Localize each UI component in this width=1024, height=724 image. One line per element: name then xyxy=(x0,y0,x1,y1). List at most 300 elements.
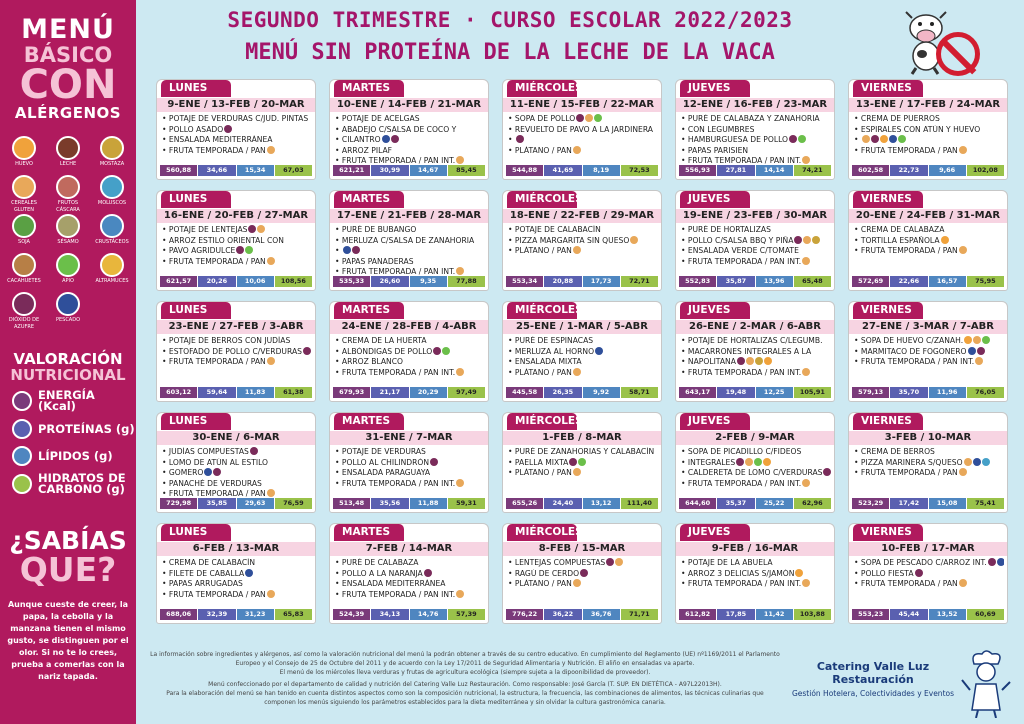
nutrition-bar xyxy=(506,276,658,287)
nutrition-protein-value: 36,22 xyxy=(544,609,581,620)
gluten-allergen-icon xyxy=(802,368,810,376)
dish-name: PAPAS ARRUGADAS xyxy=(168,579,243,588)
dish-name: FRUTA TEMPORADA / PAN xyxy=(860,468,958,477)
dish-item xyxy=(335,368,485,379)
nutrient-label: ENERGÍA (Kcal) xyxy=(38,388,95,413)
sulfito-allergen-icon xyxy=(213,468,221,476)
pescado-allergen-icon xyxy=(204,468,212,476)
nutrition-lipids-value: 36,76 xyxy=(583,609,620,620)
dish-name: PLÁTANO / PAN xyxy=(514,367,572,377)
dish-name: POTAJE DE LA ABUELA xyxy=(687,558,773,567)
nutrition-energy-value: 603,12 xyxy=(160,387,197,398)
day-tab: VIERNES xyxy=(853,302,923,319)
dish-item xyxy=(508,368,658,379)
day-card xyxy=(502,412,662,513)
soy-icon xyxy=(12,214,36,238)
dish-name: FRUTA TEMPORADA / PAN INT. xyxy=(687,156,802,165)
apio-allergen-icon xyxy=(898,135,906,143)
dish-list xyxy=(676,334,834,378)
nutrition-energy-value: 729,98 xyxy=(160,498,197,509)
sulfito-allergen-icon xyxy=(789,135,797,143)
apio-allergen-icon xyxy=(578,458,586,466)
dish-name: NAPOLITANA xyxy=(687,357,736,366)
dish-name: CREMA DE CALABAZA xyxy=(860,225,945,234)
sulfito-allergen-icon xyxy=(303,347,311,355)
dish-item xyxy=(162,125,312,136)
dish-name: POTAJE DE VERDURAS C/JUD. PINTAS xyxy=(168,114,309,123)
dish-name: ENSALADA MEDITERRÁNEA xyxy=(341,579,446,588)
sulfito-allergen-icon xyxy=(236,246,244,254)
dish-name: PURÉ DE BUBANGO xyxy=(341,225,417,234)
dish-name: HAMBURGUESA DE POLLO xyxy=(687,135,789,144)
date-band: 9-ENE / 13-FEB / 20-MAR xyxy=(157,98,315,112)
allergen-label: SOJA xyxy=(18,239,30,245)
day-card xyxy=(848,190,1008,291)
dish-item xyxy=(335,257,485,268)
nutrition-energy-value: 688,06 xyxy=(160,609,197,620)
nutrition-lipids-value: 9,92 xyxy=(583,387,620,398)
dish-name: PURÉ DE ZANAHORIAS Y CALABACÍN xyxy=(514,447,655,456)
dish-name: PAPAS PANADERAS xyxy=(341,256,414,266)
pescado-allergen-icon xyxy=(997,558,1004,566)
dish-item xyxy=(335,225,485,236)
day-tab: JUEVES xyxy=(680,413,750,430)
day-tab: MARTES xyxy=(334,413,404,430)
dish-item xyxy=(508,135,658,146)
allergen-label: CACAHUETES xyxy=(7,278,41,284)
dish-name: FRUTA TEMPORADA / PAN xyxy=(168,256,266,266)
nutrition-energy-value: 524,39 xyxy=(333,609,370,620)
gluten-allergen-icon xyxy=(267,357,275,365)
nutrition-lipids-value: 13,12 xyxy=(583,498,620,509)
nutrition-bar xyxy=(506,498,658,509)
dish-item xyxy=(335,468,485,479)
dish-item xyxy=(335,579,485,590)
dish-name: PURÉ DE CALABAZA xyxy=(341,558,419,567)
nutrition-protein-value: 20,26 xyxy=(198,276,235,287)
gluten-allergen-icon xyxy=(456,479,464,487)
gluten-allergen-icon xyxy=(802,579,810,587)
dish-list xyxy=(330,445,488,489)
dish-item xyxy=(854,336,1004,347)
day-tab: VIERNES xyxy=(853,191,923,208)
date-band: 16-ENE / 20-FEB / 27-MAR xyxy=(157,209,315,223)
dish-list xyxy=(330,556,488,600)
date-band: 25-ENE / 1-MAR / 5-ABR xyxy=(503,320,661,334)
dish-name: CILANTRO xyxy=(341,135,381,144)
nutrient-color-dot xyxy=(12,391,32,411)
gluten-allergen-icon xyxy=(745,458,753,466)
allergen-label: DIÓXIDO DE AZUFRE xyxy=(8,317,40,330)
day-card xyxy=(329,190,489,291)
huevo-allergen-icon xyxy=(941,236,949,244)
dish-item xyxy=(681,236,831,247)
dish-item xyxy=(162,357,312,368)
day-tab: VIERNES xyxy=(853,80,923,97)
dish-name: POLLO AL CHILINDRÓN xyxy=(341,457,430,467)
nutrition-bar xyxy=(160,609,312,620)
milk-icon xyxy=(56,136,80,160)
dish-name: REVUELTO DE PAVO A LA JARDINERA xyxy=(514,124,653,134)
nutrition-lipids-value: 12,25 xyxy=(756,387,793,398)
dish-list xyxy=(157,112,315,156)
nutrition-protein-value: 35,85 xyxy=(198,498,235,509)
dish-item xyxy=(508,225,658,236)
dish-name: FRUTA TEMPORADA / PAN xyxy=(860,246,958,255)
nutrition-carbs-value: 75,95 xyxy=(967,276,1004,287)
nutrition-carbs-value: 77,88 xyxy=(448,276,485,287)
nutrition-lipids-value: 15,34 xyxy=(237,165,274,176)
dish-name: PLÁTANO / PAN xyxy=(514,468,572,477)
dish-item xyxy=(508,458,658,469)
nutrition-protein-value: 20,88 xyxy=(544,276,581,287)
dish-list xyxy=(676,556,834,590)
day-card xyxy=(848,412,1008,513)
day-tab: MIÉRCOLES xyxy=(507,191,577,208)
celery-icon xyxy=(56,253,80,277)
dish-name: PAPAS PARISIEN xyxy=(687,145,749,155)
day-tab: JUEVES xyxy=(680,80,750,97)
dish-item xyxy=(335,458,485,469)
nutrition-protein-value: 35,56 xyxy=(371,498,408,509)
nutrition-bar xyxy=(679,387,831,398)
dish-item xyxy=(854,357,1004,368)
footer-note-1: La información sobre ingredientes y alérgenos, así como la valoración nutricional del menú la podrán obtener a través de su centro educativo. En cumplimiento del Reglamento (UE) nº1169/2011 el Parlamento Europeo y el Consejo de 25 de Octubre del 2011 y de acuerdo con la Ley 17/2011 de Seguridad Alimentaria y Nutrición. El aliño en ensaladas va aparte. xyxy=(150,651,780,667)
date-band: 10-ENE / 14-FEB / 21-MAR xyxy=(330,98,488,112)
allergen-label: APIO xyxy=(62,278,74,284)
dish-item xyxy=(162,590,312,601)
gluten-allergen-icon xyxy=(973,336,981,344)
date-band: 24-ENE / 28-FEB / 4-ABR xyxy=(330,320,488,334)
day-card xyxy=(848,301,1008,402)
gluten-allergen-icon xyxy=(573,579,581,587)
gluten-allergen-icon xyxy=(257,225,265,233)
dish-item xyxy=(335,146,485,157)
day-tab: LUNES xyxy=(161,524,231,541)
nutrition-lipids-value: 14,14 xyxy=(756,165,793,176)
dish-item xyxy=(681,135,831,146)
gluten-allergen-icon xyxy=(959,246,967,254)
dish-item xyxy=(508,246,658,257)
dish-item xyxy=(508,468,658,479)
nutrition-bar xyxy=(506,165,658,176)
crab-icon xyxy=(100,214,124,238)
page-title: SEGUNDO TRIMESTRE · CURSO ESCOLAR 2022/2023 xyxy=(227,8,793,32)
fun-fact-text: Aunque cueste de creer, la papa, la cebolla y la manzana tienen el mismo gusto, se distinguen por el olor. Si no te lo crees, prueba a comerlas con la nariz tapada. xyxy=(7,600,129,681)
nutrition-bar xyxy=(852,276,1004,287)
lupin-icon xyxy=(100,253,124,277)
date-band: 23-ENE / 27-FEB / 3-ABR xyxy=(157,320,315,334)
day-tab: JUEVES xyxy=(680,191,750,208)
gluten-allergen-icon xyxy=(959,579,967,587)
day-tab: JUEVES xyxy=(680,302,750,319)
nutrition-lipids-value: 11,88 xyxy=(410,498,447,509)
dish-name: ESPIRALES CON ATÚN Y HUEVO xyxy=(860,124,981,134)
allergen-label: CEREALES GLUTEN xyxy=(11,200,37,213)
dish-name: INTEGRALES xyxy=(687,457,736,467)
dish-item xyxy=(681,257,831,268)
nutrition-carbs-value: 85,45 xyxy=(448,165,485,176)
dish-item xyxy=(681,368,831,379)
gluten-allergen-icon xyxy=(615,558,623,566)
gluten-allergen-icon xyxy=(803,236,811,244)
dish-item xyxy=(162,336,312,347)
dish-list xyxy=(157,445,315,500)
dish-item xyxy=(681,558,831,569)
gluten-allergen-icon xyxy=(964,458,972,466)
huevo-allergen-icon xyxy=(880,135,888,143)
dish-list xyxy=(503,223,661,257)
gluten-allergen-icon xyxy=(959,468,967,476)
nutrition-energy-value: 572,69 xyxy=(852,276,889,287)
nutrition-energy-value: 579,13 xyxy=(852,387,889,398)
nutrient-label: LÍPIDOS (g) xyxy=(38,448,113,463)
nutrient-color-dot xyxy=(12,446,32,466)
que-title: QUE? xyxy=(19,550,117,589)
gluten-allergen-icon xyxy=(267,489,275,497)
dish-name: ENSALADA VERDE C/TOMATE xyxy=(687,246,799,255)
dish-name: ENSALADA MEDITERRÁNEA xyxy=(168,135,273,144)
dish-name: FRUTA TEMPORADA / PAN INT. xyxy=(687,478,802,488)
dish-item xyxy=(162,135,312,146)
dish-name: POLLO A LA NARANJA xyxy=(341,568,423,578)
fish-icon xyxy=(56,292,80,316)
date-band: 7-FEB / 14-MAR xyxy=(330,542,488,556)
day-tab: MIÉRCOLES xyxy=(507,524,577,541)
gluten-allergen-icon xyxy=(573,368,581,376)
nutrition-lipids-value: 11,96 xyxy=(929,387,966,398)
date-band: 30-ENE / 6-MAR xyxy=(157,431,315,445)
dish-item xyxy=(854,558,1004,569)
day-tab: JUEVES xyxy=(680,524,750,541)
day-card xyxy=(156,301,316,402)
nutrition-lipids-value: 9,66 xyxy=(929,165,966,176)
dish-name: SOPA DE HUEVO C/ZANAH. xyxy=(860,336,964,345)
peanut-icon xyxy=(12,253,36,277)
allergen-item xyxy=(6,175,42,212)
nutrition-carbs-value: 57,39 xyxy=(448,609,485,620)
nutrition-energy-value: 523,29 xyxy=(852,498,889,509)
sulfito-allergen-icon xyxy=(391,135,399,143)
apio-allergen-icon xyxy=(442,347,450,355)
dish-item xyxy=(681,447,831,458)
apio-allergen-icon xyxy=(754,458,762,466)
dish-name: ABADEJO C/SALSA DE COCO Y xyxy=(341,124,457,134)
dish-item xyxy=(162,114,312,125)
dish-name: POTAJE DE HORTALIZAS C/LEGUMB. xyxy=(687,336,823,345)
day-card xyxy=(675,79,835,180)
nutrition-bar xyxy=(679,276,831,287)
apio-allergen-icon xyxy=(245,246,253,254)
nutrition-bar xyxy=(160,387,312,398)
dish-name: PAVO AGRIDULCE xyxy=(168,246,236,255)
allergen-label: CRUSTÁCEOS xyxy=(95,239,129,245)
dish-item xyxy=(681,225,831,236)
nutrition-carbs-value: 72,53 xyxy=(621,165,658,176)
day-card xyxy=(329,79,489,180)
dish-item xyxy=(854,347,1004,358)
sidebar-title-basico: BÁSICO xyxy=(23,43,113,67)
dish-name: CREMA DE PUERROS xyxy=(860,114,940,123)
nutrition-bar xyxy=(333,276,485,287)
date-band: 1-FEB / 8-MAR xyxy=(503,431,661,445)
nutrition-protein-value: 24,40 xyxy=(544,498,581,509)
nutrition-carbs-value: 108,56 xyxy=(275,276,312,287)
nutrition-carbs-value: 97,49 xyxy=(448,387,485,398)
dish-item xyxy=(681,347,831,358)
allergen-item xyxy=(6,253,42,290)
sulfito-allergen-icon xyxy=(250,447,258,455)
day-card xyxy=(156,412,316,513)
sulfito-allergen-icon xyxy=(794,236,802,244)
dish-name: ARROZ PILAF xyxy=(341,145,393,155)
sidebar xyxy=(0,0,136,724)
dish-item xyxy=(335,558,485,569)
dish-name: PLÁTANO / PAN xyxy=(514,579,572,588)
date-band: 13-ENE / 17-FEB / 24-MAR xyxy=(849,98,1007,112)
dish-name: JUDÍAS COMPUESTAS xyxy=(168,447,249,456)
dish-name: SOPA DE PESCADO C/ARROZ INT. xyxy=(860,558,987,567)
nutrition-protein-value: 22,66 xyxy=(890,276,927,287)
dish-item xyxy=(508,125,658,136)
dish-name: FRUTA TEMPORADA / PAN INT. xyxy=(341,267,456,276)
nutrition-protein-value: 22,73 xyxy=(890,165,927,176)
dish-name: FRUTA TEMPORADA / PAN INT. xyxy=(687,367,802,377)
day-card xyxy=(156,79,316,180)
dish-name: LOMO DE ATÚN AL ESTILO xyxy=(168,457,269,467)
dish-list xyxy=(676,445,834,489)
nutrient-legend-item xyxy=(12,446,136,466)
sulfito-allergen-icon xyxy=(352,246,360,254)
sulfito-allergen-icon xyxy=(430,458,438,466)
nutrition-energy-value: 621,21 xyxy=(333,165,370,176)
nutrition-lipids-value: 16,57 xyxy=(929,276,966,287)
dish-name: LENTEJAS COMPUESTAS xyxy=(514,558,606,567)
dish-item xyxy=(162,246,312,257)
dish-list xyxy=(503,556,661,590)
nutrition-protein-value: 17,42 xyxy=(890,498,927,509)
allergen-item xyxy=(50,214,86,251)
nutrition-protein-value: 59,64 xyxy=(198,387,235,398)
allergen-item xyxy=(94,253,130,290)
nutrition-lipids-value: 8,19 xyxy=(583,165,620,176)
sulfito-allergen-icon xyxy=(988,558,996,566)
nutrition-carbs-value: 65,83 xyxy=(275,609,312,620)
day-card xyxy=(848,79,1008,180)
day-card xyxy=(329,301,489,402)
dish-name: FRUTA TEMPORADA / PAN INT. xyxy=(341,478,456,488)
pescado-allergen-icon xyxy=(889,135,897,143)
dish-name: POTAJE DE CALABACÍN xyxy=(514,225,601,234)
dish-item xyxy=(681,336,831,347)
nutrition-protein-value: 34,66 xyxy=(198,165,235,176)
dish-list xyxy=(330,112,488,167)
dish-name: SOPA DE POLLO xyxy=(514,114,576,123)
pescado-allergen-icon xyxy=(595,347,603,355)
dish-item xyxy=(508,347,658,358)
nutrition-protein-value: 30,99 xyxy=(371,165,408,176)
dish-list xyxy=(157,223,315,267)
sulfito-allergen-icon xyxy=(516,135,524,143)
gluten-allergen-icon xyxy=(802,479,810,487)
dish-name: FILETE DE CABALLA xyxy=(168,568,245,578)
sulfito-allergen-icon xyxy=(224,125,232,133)
nutrient-legend-item xyxy=(12,473,136,495)
dish-name: FRUTA TEMPORADA / PAN xyxy=(168,357,266,366)
day-card xyxy=(502,79,662,180)
nutrition-carbs-value: 103,88 xyxy=(794,609,831,620)
nutrition-energy-value: 445,58 xyxy=(506,387,543,398)
dish-item xyxy=(508,579,658,590)
dish-name: MACARRONES INTEGRALES A LA xyxy=(687,346,812,356)
date-band: 18-ENE / 22-FEB / 29-MAR xyxy=(503,209,661,223)
dish-item xyxy=(681,125,831,136)
nutrition-protein-value: 35,70 xyxy=(890,387,927,398)
dish-name: ARROZ 3 DELICIAS S/JAMÓN xyxy=(687,568,795,578)
dish-item xyxy=(335,569,485,580)
allergen-label: LECHE xyxy=(59,161,77,167)
nutrition-lipids-value: 9,35 xyxy=(410,276,447,287)
dish-item xyxy=(162,479,312,490)
nutrition-bar xyxy=(160,165,312,176)
dish-item xyxy=(508,146,658,157)
dish-list xyxy=(503,445,661,479)
nutrition-lipids-value: 15,08 xyxy=(929,498,966,509)
allergen-item xyxy=(6,136,42,173)
gluten-allergen-icon xyxy=(975,357,983,365)
dish-name: CREMA DE BERROS xyxy=(860,447,935,456)
date-band: 8-FEB / 15-MAR xyxy=(503,542,661,556)
dish-item xyxy=(681,579,831,590)
dish-list xyxy=(503,112,661,156)
allergen-label: ALTRAMUCES xyxy=(95,278,129,284)
nutrition-protein-value: 32,39 xyxy=(198,609,235,620)
nutrition-lipids-value: 29,63 xyxy=(237,498,274,509)
day-tab: LUNES xyxy=(161,191,231,208)
nutrition-energy-value: 602,58 xyxy=(852,165,889,176)
date-band: 11-ENE / 15-FEB / 22-MAR xyxy=(503,98,661,112)
sulfito-allergen-icon xyxy=(433,347,441,355)
sidebar-title-menu: MENÚ xyxy=(21,14,115,45)
dish-list xyxy=(330,223,488,278)
nutrition-lipids-value: 31,23 xyxy=(237,609,274,620)
nutrition-carbs-value: 105,91 xyxy=(794,387,831,398)
nutrition-bar xyxy=(333,609,485,620)
day-tab: VIERNES xyxy=(853,413,923,430)
nutrition-lipids-value: 11,42 xyxy=(756,609,793,620)
shell-icon xyxy=(100,175,124,199)
dish-item xyxy=(335,347,485,358)
dish-name: ESTOFADO DE POLLO C/VERDURAS xyxy=(168,346,302,356)
sulfito-allergen-icon xyxy=(606,558,614,566)
allergen-label: PESCADO xyxy=(55,317,81,323)
dish-item xyxy=(854,569,1004,580)
nutrition-energy-value: 552,83 xyxy=(679,276,716,287)
allergen-item xyxy=(50,292,86,329)
nutrient-color-dot xyxy=(12,419,32,439)
footer-note-2: El menú de los miércoles lleva verduras y frutas de agricultura ecológica (siempre sujeta a la dipoonibilidad de proveedor). xyxy=(279,669,651,676)
day-card xyxy=(156,523,316,624)
day-tab: MARTES xyxy=(334,80,404,97)
day-tab: LUNES xyxy=(161,302,231,319)
date-band: 17-ENE / 21-FEB / 28-MAR xyxy=(330,209,488,223)
allergen-item xyxy=(6,292,42,329)
dish-name: FRUTA TEMPORADA / PAN xyxy=(168,489,266,498)
dish-name: MERLUZA C/SALSA DE ZANAHORIA xyxy=(341,235,475,245)
nutrition-carbs-value: 71,71 xyxy=(621,609,658,620)
dish-name: CON LEGUMBRES xyxy=(687,124,755,134)
dish-name: FRUTA TEMPORADA / PAN INT. xyxy=(860,357,975,366)
